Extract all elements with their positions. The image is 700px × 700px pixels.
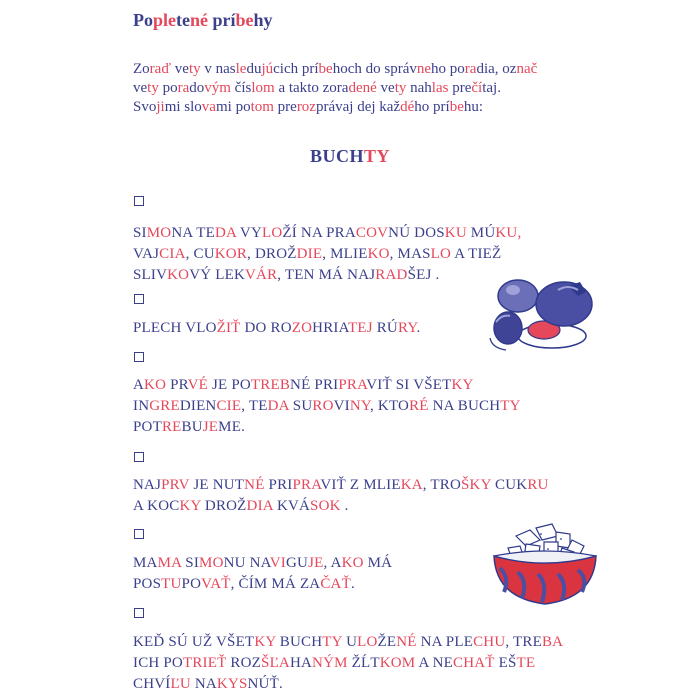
sentence-syllable: CIE — [216, 398, 242, 414]
instruction-syllable: du — [246, 61, 262, 77]
instruction-syllable: raď — [149, 61, 175, 77]
sentence-syllable: POS — [133, 576, 162, 592]
sentence-syllable: VI — [269, 555, 286, 571]
sentence-syllable: ŽĹT — [351, 655, 380, 671]
sugar-bowl-illustration — [486, 512, 604, 610]
sentence-syllable: VAŤ — [201, 576, 231, 592]
instruction-line — [133, 60, 653, 79]
sentence-syllable: DROŽ — [204, 498, 247, 514]
sentence-syllable: PRI — [268, 477, 293, 493]
sentence-syllable: JE — [202, 419, 219, 435]
sentence-syllable: SLIV — [133, 267, 168, 283]
instruction-syllable: do — [365, 61, 385, 77]
instruction-syllable: ne — [416, 61, 432, 77]
sentence-syllable: HRIA — [312, 320, 348, 336]
sentence-syllable: CHU — [473, 634, 506, 650]
instruction-syllable: va — [201, 99, 216, 115]
sentence-syllable: RÚ — [376, 320, 398, 336]
instruction-syllable: ra — [464, 61, 477, 77]
sentence-syllable: , — [185, 246, 194, 262]
sentence-syllable: VÝ — [189, 267, 216, 283]
sentence-syllable: TE — [196, 225, 215, 241]
sentence-syllable: CUK — [495, 477, 528, 493]
sentence-syllable: DO — [244, 320, 271, 336]
instruction-syllable: po — [235, 99, 251, 115]
sentence-syllable: ČAŤ — [320, 576, 351, 592]
instruction-syllable: zo — [322, 80, 337, 96]
sentence-syllable: NÚŤ. — [247, 676, 283, 692]
sentence-syllable: BA — [541, 634, 564, 650]
sentence-syllable: ČÍM — [238, 576, 272, 592]
instruction-syllable: roz — [296, 99, 316, 115]
sentence-line — [133, 223, 603, 244]
sentence-syllable: TE — [248, 398, 268, 414]
sentence-syllable: ŠKY — [461, 477, 496, 493]
sentence-syllable: HA — [289, 655, 313, 671]
sentence-syllable: KO — [367, 246, 390, 262]
story-title-syllable: BUCH — [309, 146, 364, 166]
sentence-syllable: IN — [133, 398, 150, 414]
sentence-syllable: PRA — [292, 477, 321, 493]
instruction-syllable: né — [362, 80, 381, 96]
instruction-syllable: prá — [315, 99, 336, 115]
sentence-syllable: SU — [292, 398, 313, 414]
instruction-syllable: ty — [147, 80, 163, 96]
sentence-syllable: NA — [420, 634, 446, 650]
sentence-syllable: RE — [161, 419, 182, 435]
instruction-syllable: slo — [184, 99, 202, 115]
sentence-syllable: A — [133, 498, 148, 514]
sentence-syllable: NA — [194, 676, 217, 692]
sentence-syllable: NÚ — [388, 225, 415, 241]
sentence-syllable: , — [323, 555, 331, 571]
instruction-syllable: cich — [273, 61, 302, 77]
sentence-syllable: TRO — [430, 477, 462, 493]
sentence-syllable: JE — [308, 555, 324, 571]
instruction-syllable: ho — [431, 61, 450, 77]
sentence-line — [133, 653, 603, 674]
instruction-syllable: ve — [380, 80, 395, 96]
sentence-syllable: NE — [432, 655, 453, 671]
sentence-syllable: NA — [432, 398, 458, 414]
sentence-syllable: VÁR — [245, 267, 278, 283]
sentence-syllable: TRE — [513, 634, 542, 650]
instruction-syllable: ji — [156, 99, 165, 115]
sentence-syllable: A — [454, 246, 469, 262]
instruction-syllable: ve — [133, 80, 148, 96]
sentence-syllable: PO — [163, 655, 183, 671]
instruction-syllable: ty — [188, 61, 205, 77]
sentence-syllable: TREB — [250, 377, 291, 393]
sentence-syllable: A — [418, 655, 433, 671]
sentence-syllable: ZA — [299, 576, 321, 592]
story-title-syllable: TY — [364, 146, 391, 166]
title-syllable: hy — [253, 10, 273, 30]
instruction-syllable: kaž — [379, 99, 401, 115]
sentence-syllable: NU — [223, 555, 250, 571]
order-checkbox-4[interactable] — [134, 452, 144, 462]
sentence-syllable: KA — [400, 477, 423, 493]
story-sentence-6 — [133, 632, 603, 695]
sentence-syllable: GRE — [149, 398, 180, 414]
order-checkbox-2[interactable] — [134, 294, 144, 304]
sentence-syllable: MÁ — [318, 267, 348, 283]
sentence-syllable: , — [389, 246, 398, 262]
sentence-syllable: VY — [239, 225, 262, 241]
sentence-syllable: EŠ — [498, 655, 517, 671]
sentence-syllable: PRI — [314, 377, 339, 393]
sentence-syllable: , — [422, 477, 431, 493]
sentence-syllable: , — [322, 246, 331, 262]
sentence-line — [133, 417, 603, 438]
sentence-line — [133, 396, 603, 417]
sentence-syllable: POT — [133, 419, 162, 435]
sentence-syllable: ŠEJ . — [407, 267, 440, 283]
instruction-syllable: Svo — [133, 99, 157, 115]
sentence-syllable: CU — [193, 246, 215, 262]
sentence-syllable: MÁ — [367, 555, 393, 571]
order-checkbox-1[interactable] — [134, 196, 144, 206]
sentence-syllable: , — [247, 246, 255, 262]
plums-egg-illustration — [486, 268, 604, 356]
sentence-syllable: . — [350, 576, 355, 592]
instruction-syllable: hoch — [332, 61, 366, 77]
sentence-syllable: BUCH — [457, 398, 501, 414]
sentence-syllable: COV — [355, 225, 389, 241]
instruction-syllable: lom — [251, 80, 279, 96]
sentence-syllable: NÉ — [244, 477, 269, 493]
instruction-syllable: dia, — [476, 61, 503, 77]
sentence-line — [133, 632, 603, 653]
instruction-syllable: ra — [177, 80, 190, 96]
sentence-line — [133, 475, 603, 496]
sentence-syllable: MO — [199, 555, 224, 571]
sentence-syllable: KYS — [216, 676, 248, 692]
sentence-syllable: TRIEŤ — [182, 655, 231, 671]
sentence-syllable: ŽE — [377, 634, 397, 650]
sentence-syllable: PLECH — [133, 320, 186, 336]
sentence-syllable: PRV — [161, 477, 194, 493]
sentence-syllable: TU — [161, 576, 182, 592]
sentence-syllable: A — [133, 377, 145, 393]
sentence-syllable: RO — [312, 398, 334, 414]
sentence-syllable: RU — [527, 477, 549, 493]
sentence-syllable: TE — [516, 655, 536, 671]
sentence-syllable: , — [277, 267, 285, 283]
order-checkbox-5[interactable] — [134, 529, 144, 539]
sentence-syllable: RO — [270, 320, 292, 336]
instruction-syllable: taj. — [482, 80, 501, 96]
sentence-syllable: PLE — [445, 634, 474, 650]
sentence-syllable: U — [346, 634, 358, 650]
sentence-syllable: KO — [144, 377, 171, 393]
sentence-syllable: TEJ — [347, 320, 377, 336]
sentence-syllable: DOS — [414, 225, 445, 241]
instruction-syllable: čís — [234, 80, 252, 96]
sentence-syllable: NY — [349, 398, 370, 414]
sentence-syllable: . — [340, 498, 349, 514]
order-checkbox-3[interactable] — [134, 352, 144, 362]
instruction-syllable: de — [348, 80, 363, 96]
sentence-syllable: BUCH — [279, 634, 323, 650]
sentence-syllable: ŽÍ — [282, 225, 301, 241]
sentence-syllable: SI — [185, 555, 200, 571]
page-title — [133, 10, 273, 31]
instruction-syllable: po — [449, 61, 465, 77]
instruction-syllable: nač — [516, 61, 538, 77]
sentence-syllable: DIE — [296, 246, 323, 262]
sentence-syllable: DIA — [246, 498, 277, 514]
instruction-syllable: dej — [357, 99, 380, 115]
sentence-syllable: BU — [181, 419, 203, 435]
sentence-syllable: NÉ — [396, 634, 421, 650]
instruction-syllable: be — [449, 99, 464, 115]
sentence-syllable: NUT — [212, 477, 245, 493]
instruction-syllable: le — [235, 61, 247, 77]
sentence-syllable: RÉ — [409, 398, 433, 414]
instruction-syllable: vým — [204, 80, 235, 96]
sentence-syllable: VAJ — [133, 246, 160, 262]
sentence-syllable: LO — [357, 634, 378, 650]
instruction-syllable: správ — [384, 61, 417, 77]
sentence-syllable: MÁ — [271, 576, 300, 592]
sentence-syllable: KOM — [379, 655, 419, 671]
sentence-syllable: KOR — [214, 246, 248, 262]
title-syllable: ple — [153, 10, 177, 30]
instruction-syllable: dé — [400, 99, 415, 115]
instruction-syllable: Zo — [133, 61, 150, 77]
story-sentence-3 — [133, 375, 603, 438]
sentence-syllable: KY — [179, 498, 205, 514]
instruction-line — [133, 79, 653, 98]
sentence-syllable: ICH — [133, 655, 164, 671]
instruction-syllable: ty — [394, 80, 411, 96]
sentence-line — [133, 375, 603, 396]
sentence-syllable: KU — [444, 225, 471, 241]
instruction-syllable: ho — [414, 99, 434, 115]
instruction-syllable: oz — [502, 61, 517, 77]
sentence-syllable: MLIE — [330, 246, 368, 262]
sentence-syllable: KTO — [377, 398, 410, 414]
title-syllable: Po — [133, 10, 153, 30]
sentence-syllable: NA — [249, 555, 270, 571]
instruction-syllable: nas — [215, 61, 236, 77]
instruction-syllable: ve — [174, 61, 189, 77]
sentence-syllable: , — [230, 576, 239, 592]
instruction-syllable: tom — [250, 99, 278, 115]
story-sentence-4 — [133, 475, 603, 517]
sentence-syllable: ROZ — [230, 655, 262, 671]
sentence-syllable: , — [241, 398, 249, 414]
instruction-syllable: pre — [277, 99, 297, 115]
sentence-syllable: VI — [333, 398, 350, 414]
sentence-syllable: LO — [430, 246, 455, 262]
sentence-syllable: MÚ — [470, 225, 496, 241]
sentence-syllable: . — [416, 320, 421, 336]
instruction-syllable: be — [318, 61, 333, 77]
sentence-syllable: RY — [397, 320, 417, 336]
instruction-syllable: jú — [261, 61, 274, 77]
instruction-syllable: ra — [336, 80, 349, 96]
sentence-syllable: DIEN — [179, 398, 217, 414]
instruction-syllable: po — [162, 80, 178, 96]
sentence-syllable: NA — [300, 225, 327, 241]
instruction-syllable: mi — [215, 99, 236, 115]
sentence-syllable: ZO — [291, 320, 313, 336]
sentence-syllable: KO — [167, 267, 190, 283]
sentence-syllable: DROŽ — [254, 246, 297, 262]
sentence-syllable: ŽIŤ — [216, 320, 245, 336]
instructions-text — [133, 60, 653, 117]
sentence-syllable: JE — [211, 377, 232, 393]
sentence-syllable: KOC — [147, 498, 180, 514]
sentence-syllable: KY — [451, 377, 474, 393]
sentence-line — [133, 674, 603, 695]
sentence-syllable: KY — [254, 634, 280, 650]
title-syllable: prí — [212, 10, 236, 30]
sentence-syllable: PO — [231, 377, 251, 393]
title-syllable: né — [190, 10, 213, 30]
sentence-syllable: , — [370, 398, 378, 414]
sentence-syllable: DA — [214, 225, 240, 241]
sentence-syllable: A — [330, 555, 342, 571]
sentence-syllable: NÉ — [290, 377, 315, 393]
instruction-syllable: v — [204, 61, 216, 77]
sentence-syllable: NAJ — [133, 477, 162, 493]
sentence-syllable: NÝM — [312, 655, 352, 671]
sentence-syllable: CIA — [159, 246, 186, 262]
sentence-syllable: TY — [500, 398, 521, 414]
instruction-syllable: tak — [288, 80, 308, 96]
sentence-syllable: CHVÍ — [133, 676, 171, 692]
story-title — [0, 146, 700, 167]
sentence-syllable: SI — [395, 377, 414, 393]
sentence-syllable: Z — [349, 477, 364, 493]
sentence-syllable: JE — [193, 477, 213, 493]
sentence-syllable: SÚ — [168, 634, 192, 650]
sentence-syllable: KU, — [495, 225, 522, 241]
sentence-syllable: VŠET — [216, 634, 255, 650]
sentence-syllable: TEN — [284, 267, 319, 283]
instruction-syllable: nah — [410, 80, 432, 96]
sentence-syllable: CHAŤ — [453, 655, 499, 671]
instruction-syllable: las — [431, 80, 453, 96]
sentence-syllable: SOK — [310, 498, 341, 514]
title-syllable: be — [235, 10, 254, 30]
sentence-syllable: MAS — [397, 246, 431, 262]
sentence-syllable: KVÁ — [276, 498, 311, 514]
sentence-syllable: MLIE — [363, 477, 401, 493]
sentence-syllable: VIŤ — [366, 377, 396, 393]
sentence-syllable: NAJ — [347, 267, 376, 283]
sentence-syllable: NA — [171, 225, 197, 241]
sentence-syllable: TY — [322, 634, 347, 650]
sentence-syllable: UŽ — [191, 634, 216, 650]
sentence-syllable: PR — [170, 377, 188, 393]
sentence-syllable: VLO — [185, 320, 217, 336]
sentence-syllable: KO — [341, 555, 368, 571]
instruction-syllable: do — [189, 80, 205, 96]
order-checkbox-6[interactable] — [134, 608, 144, 618]
instruction-syllable: čí — [471, 80, 483, 96]
sentence-syllable: MA — [157, 555, 186, 571]
sentence-syllable: VÉ — [187, 377, 212, 393]
sentence-syllable: VIŤ — [320, 477, 350, 493]
instruction-line — [133, 98, 653, 117]
sentence-syllable: PRA — [326, 225, 356, 241]
sentence-syllable: LEK — [215, 267, 245, 283]
sentence-syllable: KEĎ — [133, 634, 169, 650]
instruction-syllable: prí — [433, 99, 450, 115]
sentence-syllable: PRA — [338, 377, 367, 393]
sentence-syllable: MO — [146, 225, 172, 241]
title-syllable: te — [176, 10, 190, 30]
instruction-syllable: hu: — [463, 99, 484, 115]
sentence-syllable: ĽU — [170, 676, 195, 692]
sentence-syllable: TIEŽ — [468, 246, 502, 262]
instruction-syllable: a — [278, 80, 289, 96]
instruction-syllable: vaj — [335, 99, 358, 115]
sentence-syllable: ME. — [218, 419, 246, 435]
instruction-syllable: pre — [452, 80, 472, 96]
sentence-syllable: PO — [181, 576, 202, 592]
sentence-syllable: DA — [267, 398, 293, 414]
sentence-syllable: VŠET — [413, 377, 452, 393]
instruction-syllable: to — [307, 80, 323, 96]
sentence-syllable: RAD — [375, 267, 408, 283]
sentence-syllable: , — [505, 634, 513, 650]
sentence-syllable: LO — [261, 225, 283, 241]
sentence-line — [133, 244, 603, 265]
sentence-syllable: ŠĽA — [261, 655, 290, 671]
sentence-syllable: MA — [133, 555, 158, 571]
instruction-syllable: prí — [301, 61, 319, 77]
sentence-syllable: SI — [133, 225, 147, 241]
instruction-syllable: mi — [164, 99, 185, 115]
sentence-syllable: GU — [286, 555, 309, 571]
